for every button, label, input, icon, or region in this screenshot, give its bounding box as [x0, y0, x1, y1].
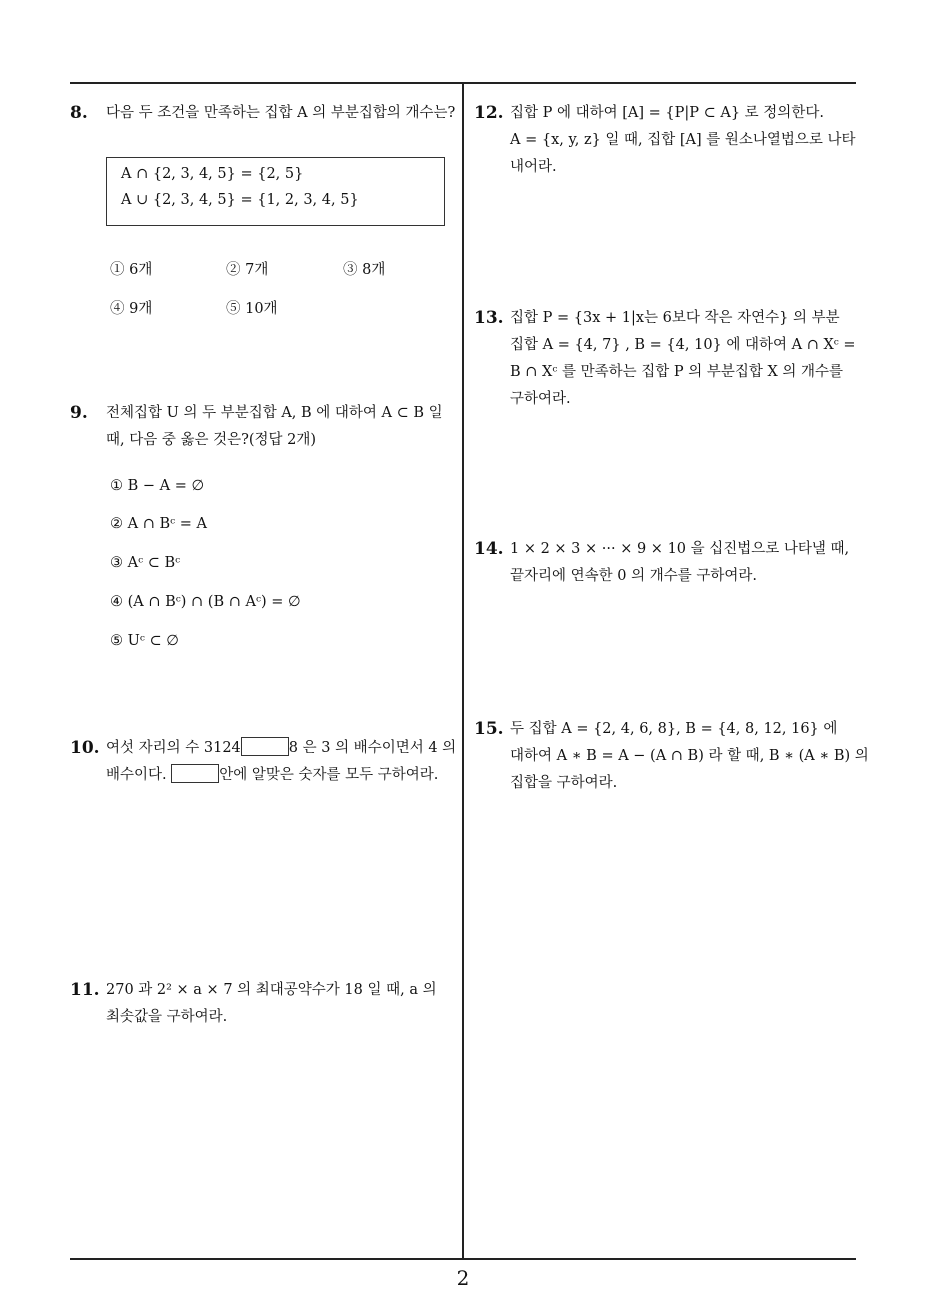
- page-number: 2: [456, 1266, 470, 1290]
- choice-4[interactable]: ④ 9개: [110, 301, 153, 317]
- choice-1[interactable]: ① B − A = ∅: [110, 478, 205, 494]
- choice-2[interactable]: ② A ∩ Bᶜ = A: [110, 516, 207, 532]
- question-number: 14.: [474, 539, 504, 559]
- question-text-part: 여섯 자리의 수 3124: [106, 740, 241, 756]
- choice-3[interactable]: ③ 8개: [343, 262, 386, 278]
- answer-blank: [241, 737, 289, 756]
- question-10: [70, 735, 462, 789]
- question-text-line: [106, 762, 462, 789]
- answer-blank: [171, 764, 219, 783]
- question-text-line: [106, 735, 462, 762]
- question-number: 9.: [70, 403, 88, 423]
- question-text-line: 집합을 구하여라.: [510, 775, 618, 791]
- question-text-line: 내어라.: [510, 159, 557, 175]
- condition-line: A ∪ {2, 3, 4, 5} = {1, 2, 3, 4, 5}: [121, 192, 359, 208]
- question-text-line: A = {x, y, z} 일 때, 집합 [A] 를 원소나열법으로 나타: [510, 132, 856, 148]
- question-text-line: 구하여라.: [510, 391, 571, 407]
- question-text-line: 최솟값을 구하여라.: [106, 1009, 228, 1025]
- question-text-line: 대하여 A ∗ B = A − (A ∩ B) 라 할 때, B ∗ (A ∗ B) 의: [510, 748, 869, 764]
- choice-5[interactable]: ⑤ 10개: [226, 301, 278, 317]
- question-number: 8.: [70, 103, 88, 123]
- question-14: [474, 536, 862, 590]
- question-number: 15.: [474, 719, 504, 739]
- question-text: 전체집합 U 의 두 부분집합 A, B 에 대하여 A ⊂ B 일 때, 다음 중 옳은 것은?(정답 2개): [106, 405, 443, 448]
- question-number: 11.: [70, 980, 100, 1000]
- question-number: 12.: [474, 103, 504, 123]
- question-15: [474, 716, 869, 797]
- question-11: [70, 977, 460, 1031]
- condition-line: A ∩ {2, 3, 4, 5} = {2, 5}: [121, 166, 304, 182]
- question-13: [474, 305, 862, 413]
- question-text-line: 270 과 2² × a × 7 의 최대공약수가 18 일 때, a 의: [106, 982, 437, 998]
- question-text-line: 끝자리에 연속한 0 의 개수를 구하여라.: [510, 568, 757, 584]
- question-text-line: 1 × 2 × 3 × ··· × 9 × 10 을 십진법으로 나타낼 때,: [510, 541, 850, 557]
- question-text-line: 집합 A = {4, 7} , B = {4, 10} 에 대하여 A ∩ Xᶜ =: [510, 337, 856, 353]
- choice-5[interactable]: ⑤ Uᶜ ⊂ ∅: [110, 633, 179, 649]
- question-text-line: 두 집합 A = {2, 4, 6, 8}, B = {4, 8, 12, 16} 에: [510, 721, 838, 737]
- question-number: 13.: [474, 308, 504, 328]
- question-8: [70, 100, 458, 127]
- question-text-line: 집합 P = {3x + 1|x는 6보다 작은 자연수} 의 부분: [510, 310, 840, 326]
- question-9: [70, 400, 458, 454]
- bottom-rule: [70, 1258, 856, 1260]
- column-divider: [462, 82, 464, 1258]
- question-text-part: 안에 알맞은 숫자를 모두 구하여라.: [219, 767, 439, 783]
- choice-2[interactable]: ② 7개: [226, 262, 269, 278]
- question-number: 10.: [70, 738, 100, 758]
- choice-4[interactable]: ④ (A ∩ Bᶜ) ∩ (B ∩ Aᶜ) = ∅: [110, 594, 301, 610]
- choice-1[interactable]: ① 6개: [110, 262, 153, 278]
- condition-box: [106, 157, 445, 226]
- question-12: [474, 100, 862, 181]
- question-text-line: B ∩ Xᶜ 를 만족하는 집합 P 의 부분집합 X 의 개수를: [510, 364, 844, 380]
- question-text-part: 배수이다.: [106, 767, 167, 783]
- question-text: 다음 두 조건을 만족하는 집합 A 의 부분집합의 개수는?: [106, 105, 456, 121]
- question-text-line: 집합 P 에 대하여 [A] = {P|P ⊂ A} 로 정의한다.: [510, 105, 824, 121]
- choice-3[interactable]: ③ Aᶜ ⊂ Bᶜ: [110, 555, 181, 571]
- question-text-part: 8 은 3 의 배수이면서 4 의: [288, 740, 457, 756]
